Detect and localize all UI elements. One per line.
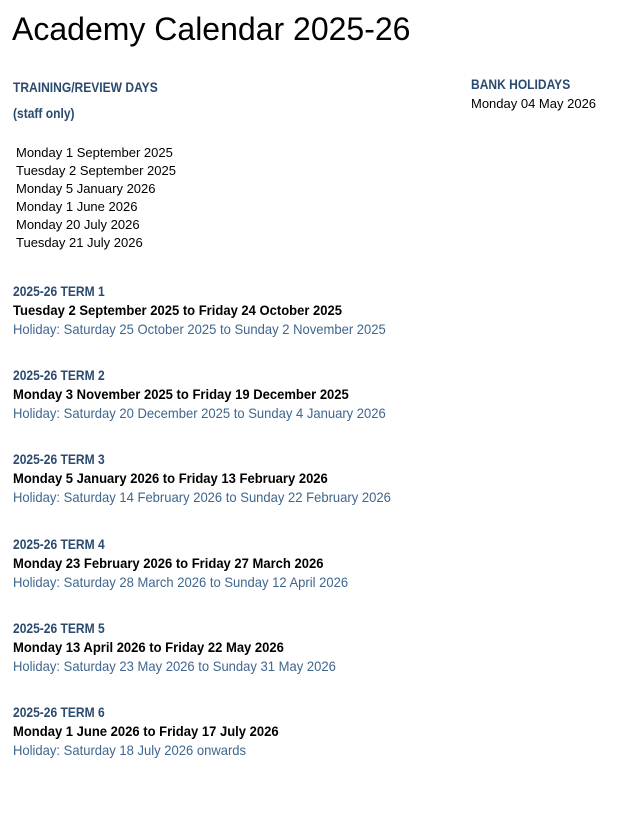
training-day-item: Monday 5 January 2026 [16, 181, 156, 196]
training-day-item: Tuesday 21 July 2026 [16, 235, 143, 250]
term-holiday: Holiday: Saturday 28 March 2026 to Sunday 12 April 2026 [13, 573, 349, 590]
training-day-item: Monday 1 September 2025 [16, 145, 173, 160]
bank-holidays-section [471, 73, 631, 113]
training-day-item: Monday 20 July 2026 [16, 217, 140, 232]
training-day-item: Tuesday 2 September 2025 [16, 163, 176, 178]
term-block [13, 282, 613, 366]
term-heading: 2025-26 TERM 2 [13, 367, 105, 384]
term-heading: 2025-26 TERM 5 [13, 619, 105, 636]
bank-holiday-date: Monday 04 May 2026 [471, 96, 597, 111]
term-dates: Tuesday 2 September 2025 to Friday 24 October 2025 [13, 302, 343, 318]
training-day-item: Monday 1 June 2026 [16, 199, 138, 214]
term-dates: Monday 23 February 2026 to Friday 27 March 2026 [13, 554, 324, 571]
term-block [13, 366, 613, 450]
term-block [13, 703, 613, 787]
term-holiday: Holiday: Saturday 20 December 2025 to Sunday 4 January 2026 [13, 405, 386, 422]
bank-holidays-heading: BANK HOLIDAYS [471, 76, 571, 92]
term-holiday: Holiday: Saturday 14 February 2026 to Sunday 22 February 2026 [13, 489, 391, 506]
terms-list [13, 282, 613, 787]
term-holiday: Holiday: Saturday 18 July 2026 onwards [13, 741, 247, 758]
training-review-days-section [13, 76, 343, 252]
term-holiday: Holiday: Saturday 23 May 2026 to Sunday 31 May 2026 [13, 657, 336, 674]
term-dates: Monday 3 November 2025 to Friday 19 December 2025 [13, 386, 349, 403]
training-heading: TRAINING/REVIEW DAYS [13, 79, 158, 95]
term-heading: 2025-26 TERM 6 [13, 703, 105, 720]
term-holiday: Holiday: Saturday 25 October 2025 to Sunday 2 November 2025 [13, 321, 386, 337]
term-dates: Monday 13 April 2026 to Friday 22 May 2026 [13, 638, 284, 655]
page-title: Academy Calendar 2025-26 [12, 11, 411, 47]
term-heading: 2025-26 TERM 1 [13, 283, 105, 299]
term-block [13, 619, 613, 703]
term-block [13, 450, 613, 534]
training-days-list [16, 144, 343, 252]
term-dates: Monday 1 June 2026 to Friday 17 July 2026 [13, 722, 279, 739]
term-heading: 2025-26 TERM 3 [13, 451, 105, 468]
term-block [13, 535, 613, 619]
training-subheading: (staff only) [13, 105, 75, 121]
term-heading: 2025-26 TERM 4 [13, 535, 105, 552]
term-dates: Monday 5 January 2026 to Friday 13 February 2026 [13, 470, 328, 487]
